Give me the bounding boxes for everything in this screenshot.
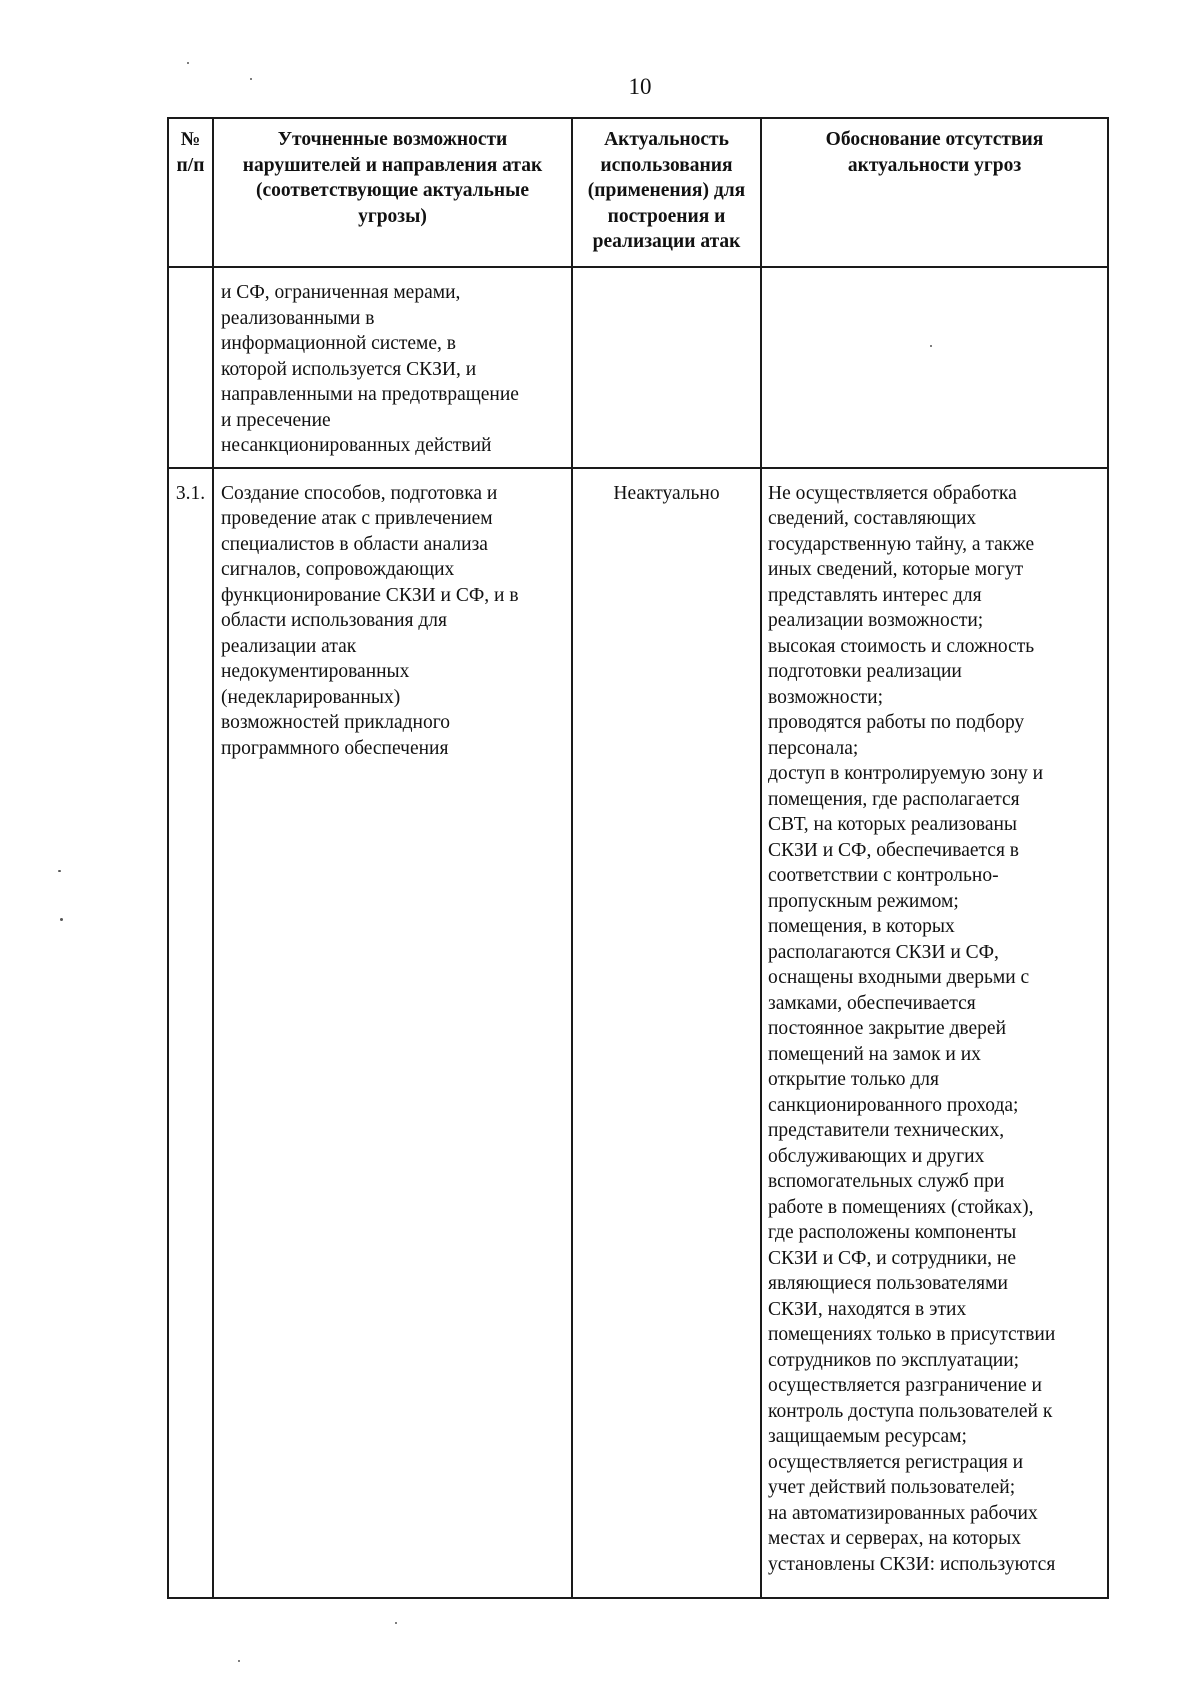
- page-number: 10: [628, 74, 652, 99]
- table-row: [168, 267, 1108, 468]
- header-relevance: Актуальность использования (применения) для построения и реализации атак: [572, 118, 761, 267]
- row-num-cell: [168, 267, 213, 468]
- threat-table: [167, 117, 1109, 1599]
- relevance-cell: [572, 267, 761, 468]
- capabilities-cell: Создание способов, подготовка и проведение атак с привлечением специалистов в области анализа сигналов, сопровождающих функционирование СКЗИ и СФ, и в области использования для реализации атак недокументированных (недекларированных) возможностей прикладного программного обеспечения: [213, 468, 572, 1598]
- justification-cell: Не осуществляется обработка сведений, составляющих государственную тайну, а также иных сведений, которые могут представлять интерес для реализации возможности; высокая стоимость и сложность подготовки реализации возможности; проводятся работы по подбору персонала; доступ в контролируемую зону и помещения, где располагается СВТ, на которых реализованы СКЗИ и СФ, обеспечивается в соответствии с контрольно- пропускным режимом; помещения, в которых располагаются СКЗИ и СФ, оснащены входными дверьми с замками, обеспечивается постоянное закрытие дверей помещений на замок и их открытие только для санкционированного прохода; представители технических, обслуживающих и других вспомогательных служб при работе в помещениях (стойках), где расположены компоненты СКЗИ и СФ, и сотрудники, не являющиеся пользователями СКЗИ, находятся в этих помещениях только в присутствии сотрудников по эксплуатации; осуществляется разграничение и контроль доступа пользователей к защищаемым ресурсам; осуществляется регистрация и учет действий пользователей; на автоматизированных рабочих местах и серверах, на которых установлены СКЗИ: используются: [761, 468, 1108, 1598]
- table-header-row: [168, 118, 1108, 267]
- justification-cell: [761, 267, 1108, 468]
- table-row: [168, 468, 1108, 1598]
- relevance-cell: Неактуально: [572, 468, 761, 1598]
- capabilities-cell: и СФ, ограниченная мерами, реализованными в информационной системе, в которой используется СКЗИ, и направленными на предотвращение и пресечение несанкционированных действий: [213, 267, 572, 468]
- header-num: № п/п: [168, 118, 213, 267]
- header-capabilities: Уточненные возможности нарушителей и направления атак (соответствующие актуальные угрозы): [213, 118, 572, 267]
- row-num-cell: 3.1.: [168, 468, 213, 1598]
- header-justification: Обоснование отсутствия актуальности угроз: [761, 118, 1108, 267]
